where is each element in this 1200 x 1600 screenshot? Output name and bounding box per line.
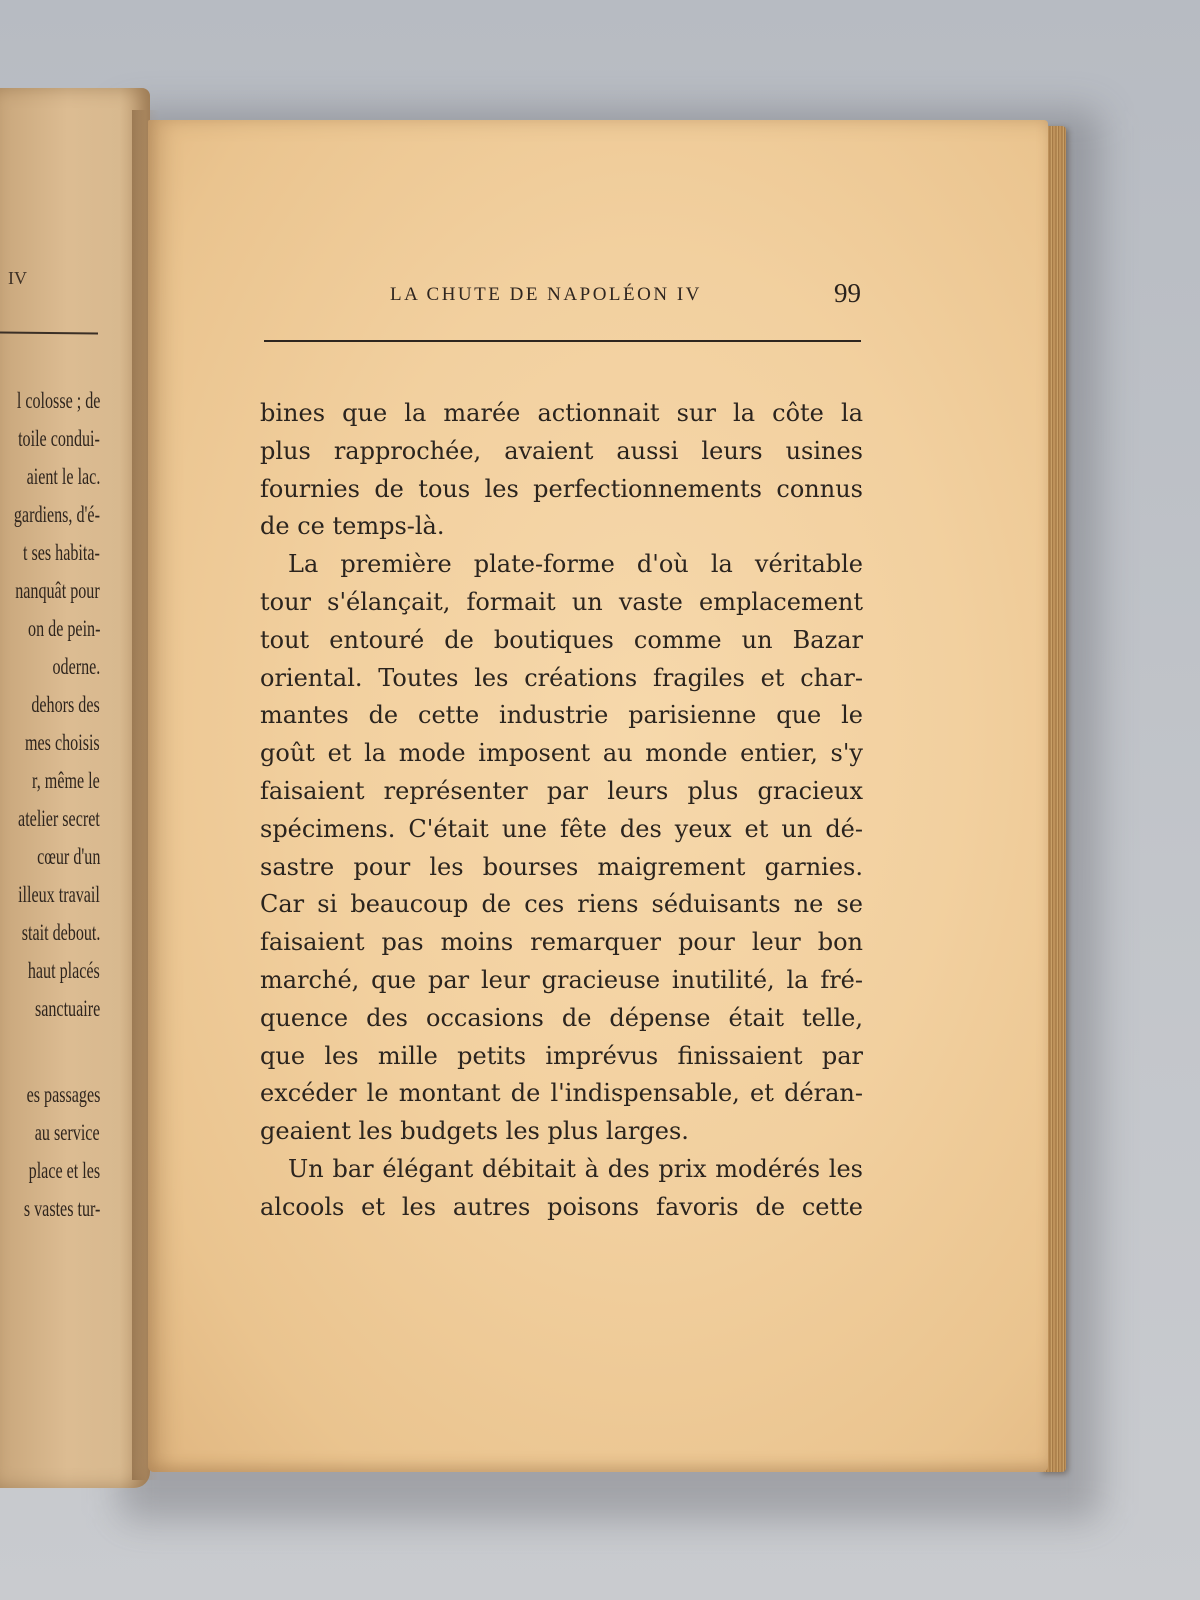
book-page <box>148 120 1048 1472</box>
left-text-line: nanquât pour <box>15 578 100 603</box>
left-text-line: toile condui- <box>18 426 100 451</box>
header-rule <box>264 340 861 342</box>
text-line: geaient les budgets les plus larges. <box>260 1117 689 1146</box>
left-text-line: illeux travail <box>18 882 100 907</box>
left-text-line: dehors des <box>31 692 100 717</box>
page-header <box>148 278 1048 318</box>
text-line: fournies de tous les perfectionnements connus <box>260 474 863 503</box>
left-text-line: place et les <box>28 1158 100 1183</box>
left-text-line: au service <box>35 1120 100 1145</box>
left-text-line: atelier secret <box>18 806 100 831</box>
left-text-line: aient le lac. <box>26 464 100 489</box>
left-text-line: t ses habita- <box>23 540 100 565</box>
left-text-line: r, même le <box>32 768 100 793</box>
text-line: La première plate-forme d'où la véritable <box>288 550 863 579</box>
book-gutter <box>132 110 160 1480</box>
text-line: faisaient représenter par leurs plus gracieux <box>260 776 863 805</box>
text-line: oriental. Toutes les créations fragiles et char- <box>260 663 863 692</box>
left-text-line: l colosse ; de <box>16 388 100 413</box>
text-line: que les mille petits imprévus finissaient par <box>260 1041 863 1070</box>
text-line: plus rapprochée, avaient aussi leurs usines <box>260 436 863 465</box>
left-text-line: es passages <box>26 1082 100 1107</box>
text-line: marché, que par leur gracieuse inutilité, la fré- <box>260 965 863 994</box>
left-text-line: on de pein- <box>27 616 100 641</box>
text-line: excéder le montant de l'indispensable, et déran- <box>260 1079 863 1108</box>
body-text <box>260 395 863 1227</box>
left-text-line: sanctuaire <box>34 996 100 1021</box>
left-text-line: gardiens, d'é- <box>13 502 100 527</box>
left-text-line: haut placés <box>28 958 100 983</box>
left-text-line: cœur d'un <box>36 844 100 869</box>
text-line: alcools et les autres poisons favoris de cette <box>260 1192 863 1221</box>
text-line: mantes de cette industrie parisienne que le <box>260 701 863 730</box>
left-text-line: oderne. <box>52 654 100 679</box>
left-text-line: s vastes tur- <box>23 1196 100 1221</box>
text-line: Car si beaucoup de ces riens séduisants ne se <box>260 890 863 919</box>
left-text-line: mes choisis <box>25 730 100 755</box>
left-text-line: stait debout. <box>21 920 100 945</box>
text-line: Un bar élégant débitait à des prix modérés les <box>288 1154 863 1183</box>
text-line: sastre pour les bourses maigrement garnies. <box>260 852 863 881</box>
left-page-rule <box>0 331 98 334</box>
text-line: de ce temps-là. <box>260 512 445 541</box>
running-head: LA CHUTE DE NAPOLÉON IV <box>390 284 702 305</box>
text-line: spécimens. C'était une fête des yeux et un dé- <box>260 814 863 843</box>
left-page-header: IV <box>8 268 27 288</box>
text-line: tour s'élançait, formait un vaste emplacement <box>260 587 863 616</box>
text-line: goût et la mode imposent au monde entier, s'y <box>260 739 863 768</box>
text-line: tout entouré de boutiques comme un Bazar <box>260 625 863 654</box>
left-page <box>0 88 150 1488</box>
text-line: quence des occasions de dépense était telle, <box>260 1003 863 1032</box>
text-line: bines que la marée actionnait sur la côte la <box>260 399 863 427</box>
page-number: 99 <box>834 278 861 308</box>
text-line: faisaient pas moins remarquer pour leur bon <box>260 928 863 957</box>
